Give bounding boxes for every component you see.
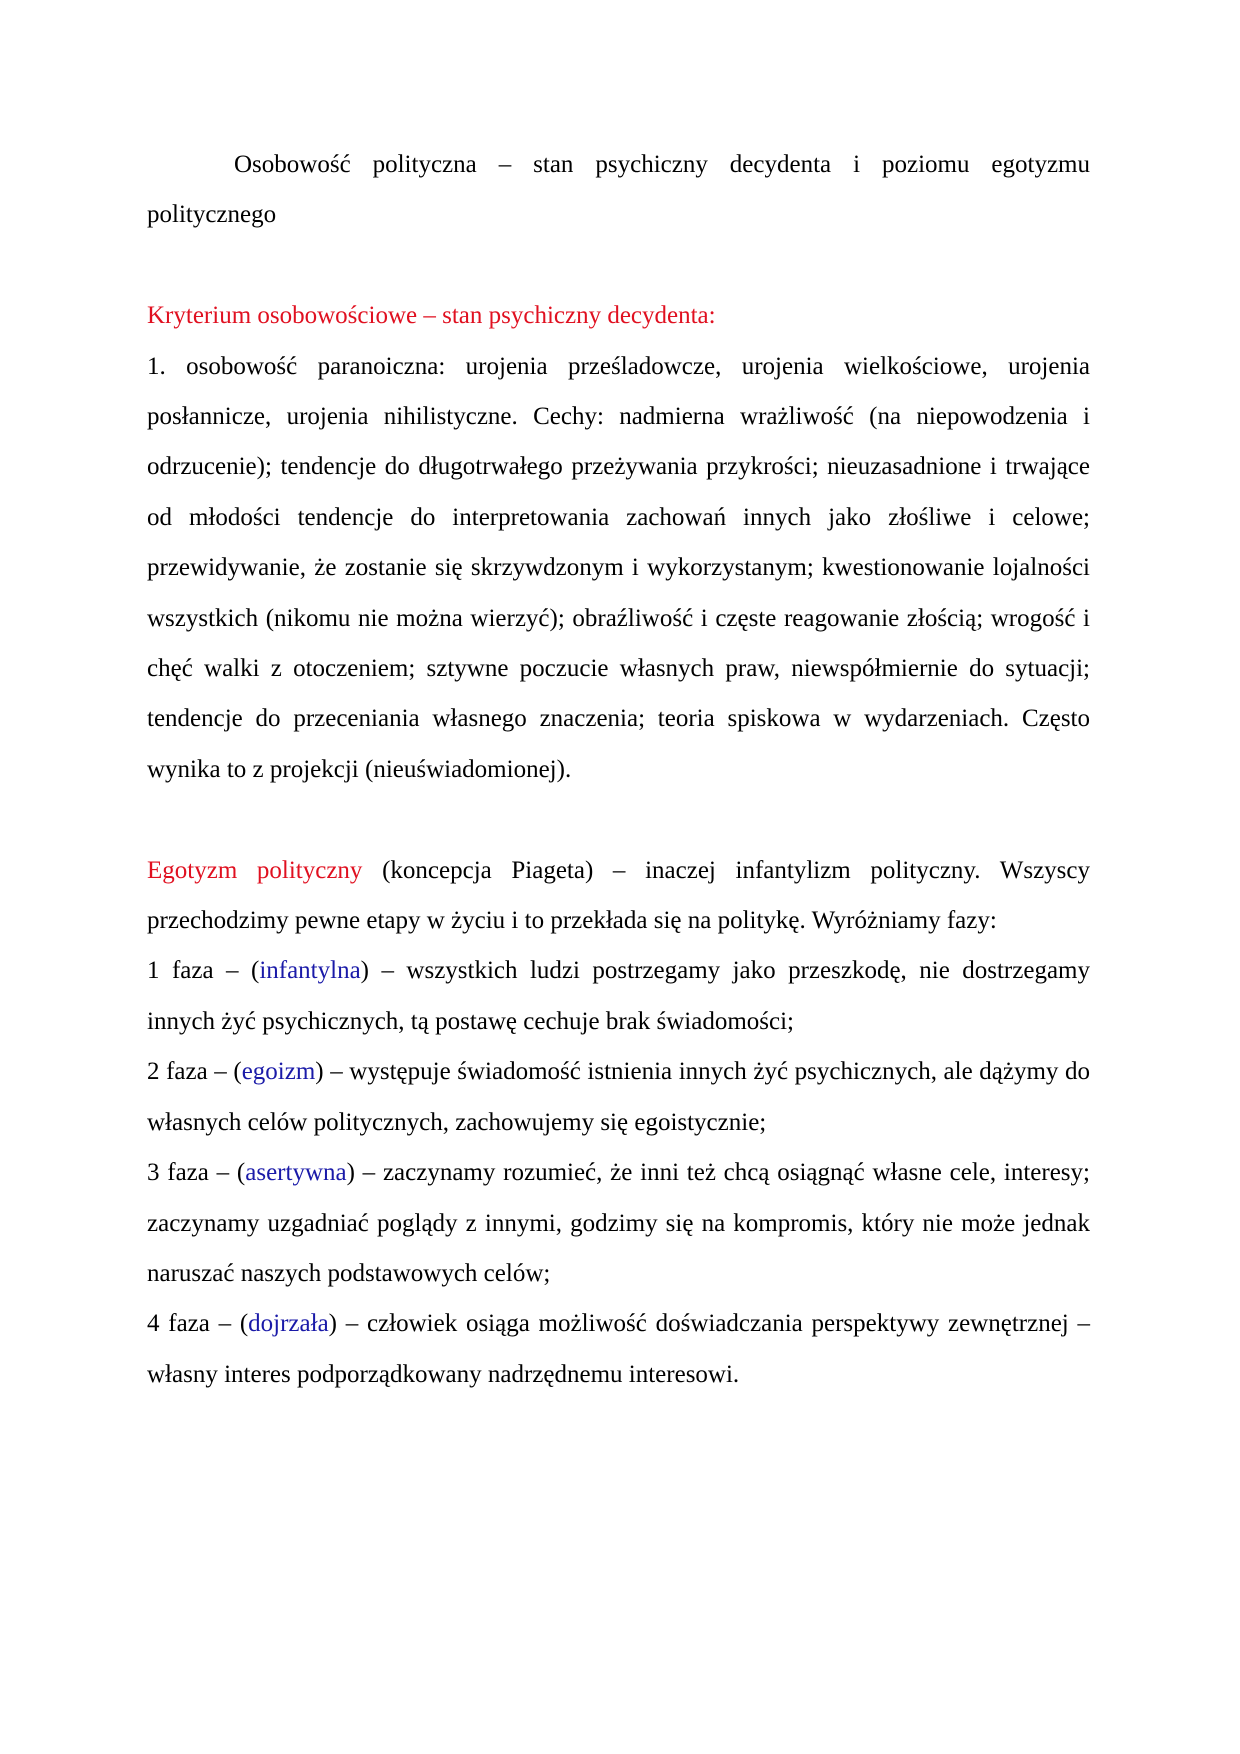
spacer — [147, 241, 1090, 291]
phase-3-paragraph — [147, 1148, 1090, 1299]
phase-prefix: 1 faza – ( — [147, 957, 260, 985]
paranoid-personality-paragraph: 1. osobowość paranoiczna: urojenia prześladowcze, urojenia wielkościowe, urojenia posłannicze, urojenia nihilistyczne. Cechy: nadmierna wrażliwość (na niepowodzenia i odrzucenie); tendencje do długotrwałego przeżywania przykrości; nieuzasadnione i trwające od młodości tendencje do interpretowania zachowań innych jako złośliwe i celowe; przewidywanie, że zostanie się skrzywdzonym i wykorzystanym; kwestionowanie lojalności wszystkich (nikomu nie można wierzyć); obraźliwość i częste reagowanie złością; wrogość i chęć walki z otoczeniem; sztywne poczucie własnych praw, niewspółmiernie do sytuacji; tendencje do przeceniania własnego znaczenia; teoria spiskowa w wydarzeniach. Często wynika to z projekcji (nieuświadomionej). — [147, 352, 1090, 783]
phase-text: ) – występuje świadomość istnienia innych żyć psychicznych, ale dążymy do własnych celów politycznych, zachowujemy się egoistycznie; — [147, 1058, 1090, 1136]
phase-name: egoizm — [241, 1058, 316, 1086]
spacer — [147, 795, 1090, 845]
phase-prefix: 4 faza – ( — [147, 1310, 249, 1338]
phase-name: infantylna — [259, 957, 361, 985]
phase-name: dojrzała — [248, 1310, 329, 1338]
phase-text: ) – zaczynamy rozumieć, że inni też chcą osiągnąć własne cele, interesy; zaczynamy uzgadniać poglądy z innymi, godzimy się na kompromis, który nie może jednak naruszać naszych podstawowych celów; — [147, 1159, 1090, 1287]
egotism-intro-paragraph — [147, 846, 1090, 947]
phase-1-paragraph — [147, 946, 1090, 1047]
section-heading-personality: Kryterium osobowościowe – stan psychiczny decydenta: — [147, 302, 716, 330]
document-title: Osobowość polityczna – stan psychiczny decydenta i poziomu egotyzmu politycznego — [147, 151, 1090, 229]
phase-text: ) – wszystkich ludzi postrzegamy jako przeszkodę, nie dostrzegamy innych żyć psychicznych, tą postawę cechuje brak świadomości; — [147, 957, 1090, 1035]
phase-2-paragraph — [147, 1047, 1090, 1148]
egotism-term: Egotyzm polityczny — [147, 856, 363, 884]
phase-prefix: 3 faza – ( — [147, 1159, 246, 1187]
phase-name: asertywna — [245, 1159, 347, 1187]
phase-prefix: 2 faza – ( — [147, 1058, 242, 1086]
phase-4-paragraph — [147, 1299, 1090, 1400]
phase-text: ) – człowiek osiąga możliwość doświadczania perspektywy zewnętrznej – własny interes podporządkowany nadrzędnemu interesowi. — [147, 1310, 1090, 1388]
document-page — [147, 140, 1090, 1400]
egotism-intro-text: (koncepcja Piageta) – inaczej infantylizm polityczny. Wszyscy przechodzimy pewne etapy w życiu i to przekłada się na politykę. Wyróżniamy fazy: — [147, 856, 1090, 935]
